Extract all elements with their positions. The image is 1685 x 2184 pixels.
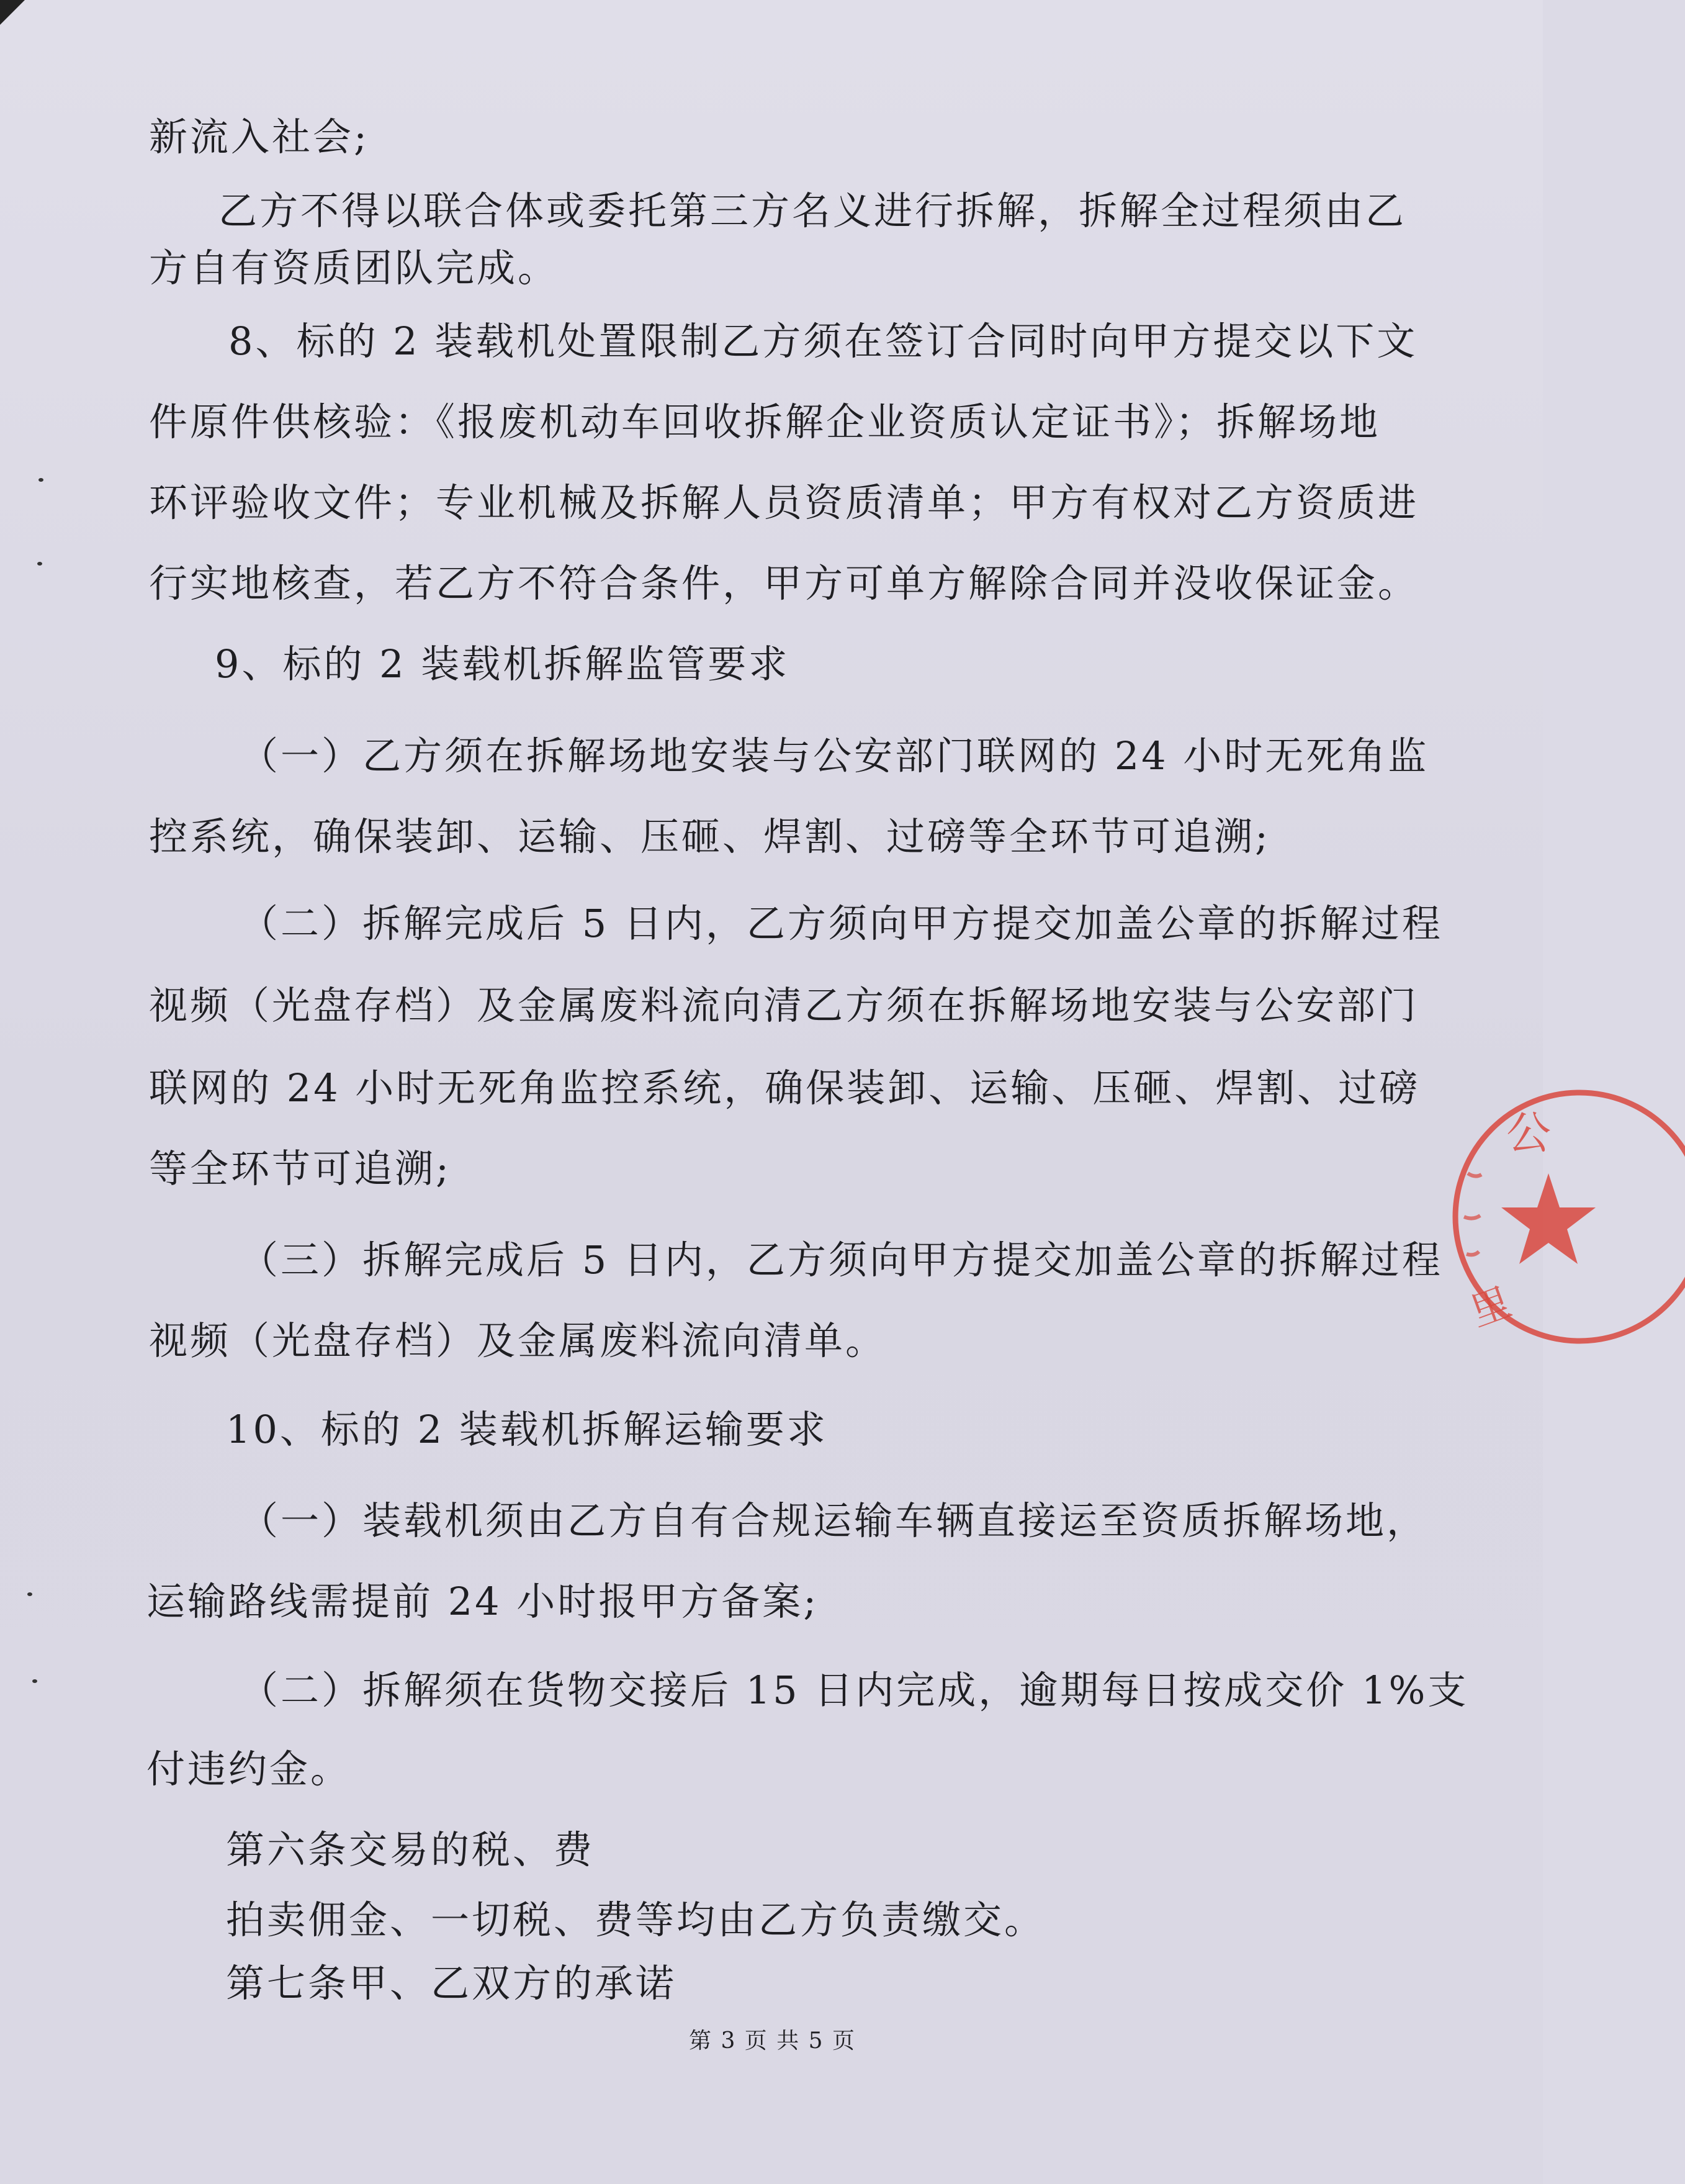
text-line-13: 联网的 24 小时无死角监控系统，确保装卸、运输、压砸、焊割、过磅	[149, 1065, 1421, 1111]
scan-speck	[37, 562, 42, 566]
scan-speck	[38, 478, 43, 482]
text-line-2: 乙方不得以联合体或委托第三方名义进行拆解，拆解全过程须由乙	[218, 188, 1407, 233]
text-line-20: （二）拆解须在货物交接后 15 日内完成，逾期每日按成交价 1%支	[240, 1667, 1469, 1713]
seal-char-1: 公	[1506, 1107, 1552, 1159]
text-line-17: 10、标的 2 装载机拆解运输要求	[226, 1407, 828, 1452]
scan-speck	[27, 1592, 32, 1596]
red-seal-stamp	[1449, 1055, 1552, 1378]
text-line-22: 第六条交易的税、费	[226, 1827, 595, 1872]
text-line-5: 件原件供核验：《报废机动车回收拆解企业资质认定证书》；拆解场地	[149, 399, 1381, 444]
text-line-10: 控系统，确保装卸、运输、压砸、焊割、过磅等全环节可追溯;	[149, 814, 1270, 859]
text-line-3: 方自有资质团队完成。	[149, 245, 559, 291]
page-number: 第 3 页 共 5 页	[689, 2028, 856, 2054]
text-line-11: （二）拆解完成后 5 日内，乙方须向甲方提交加盖公章的拆解过程	[240, 901, 1443, 946]
text-line-8: 9、标的 2 装载机拆解监管要求	[215, 641, 790, 687]
text-line-24: 第七条甲、乙双方的承诺	[226, 1961, 677, 2006]
text-line-23: 拍卖佣金、一切税、费等均由乙方负责缴交。	[226, 1897, 1046, 1943]
text-line-12: 视频（光盘存档）及金属废料流向清乙方须在拆解场地安装与公安部门	[149, 983, 1419, 1028]
text-line-6: 环评验收文件；专业机械及拆解人员资质清单；甲方有权对乙方资质进	[149, 480, 1419, 525]
text-line-15: （三）拆解完成后 5 日内，乙方须向甲方提交加盖公章的拆解过程	[240, 1237, 1443, 1283]
seal-graphic	[1449, 1055, 1685, 1378]
seal-star-icon	[1501, 1173, 1596, 1264]
scan-speck	[32, 1679, 37, 1683]
text-line-14: 等全环节可追溯;	[149, 1146, 451, 1191]
seal-marks	[1464, 1173, 1481, 1255]
seal-char-2: 里	[1464, 1279, 1517, 1337]
text-line-7: 行实地核查，若乙方不符合条件，甲方可单方解除合同并没收保证金。	[149, 561, 1419, 606]
text-line-16: 视频（光盘存档）及金属废料流向清单。	[149, 1318, 887, 1363]
text-line-19: 运输路线需提前 24 小时报甲方备案;	[146, 1579, 819, 1624]
text-line-1: 新流入社会;	[149, 114, 369, 160]
scan-corner-mark	[0, 0, 25, 25]
text-line-21: 付违约金。	[146, 1746, 352, 1792]
text-line-4: 8、标的 2 装载机处置限制乙方须在签订合同时向甲方提交以下文	[228, 318, 1418, 364]
text-line-18: （一）装载机须由乙方自有合规运输车辆直接运至资质拆解场地，	[240, 1498, 1428, 1543]
text-line-9: （一）乙方须在拆解场地安装与公安部门联网的 24 小时无死角监	[240, 733, 1429, 778]
